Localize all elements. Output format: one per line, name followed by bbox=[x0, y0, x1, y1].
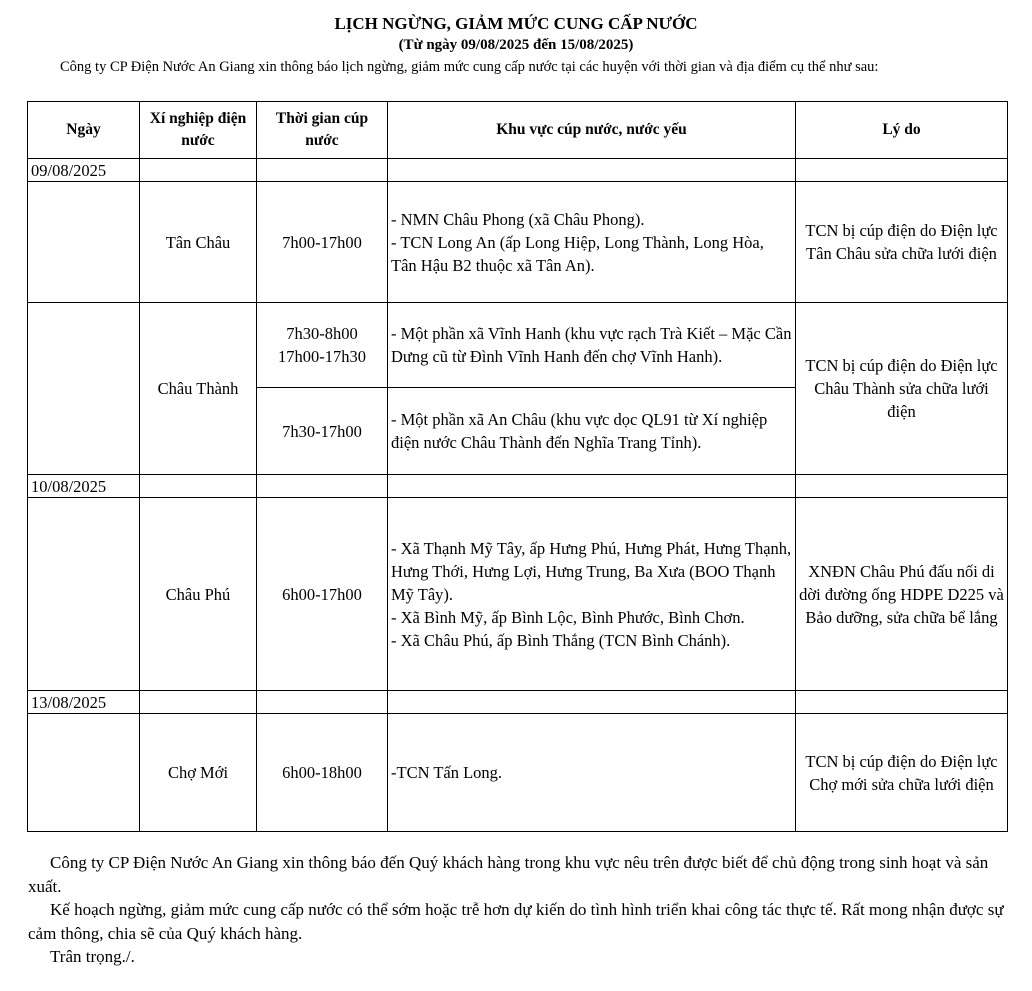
empty-cell bbox=[257, 159, 388, 182]
date-row bbox=[28, 691, 1008, 714]
empty-cell bbox=[796, 159, 1008, 182]
reason-line: Bảo dưỡng, sửa chữa bể lắng bbox=[805, 607, 998, 627]
empty-cell bbox=[388, 159, 796, 182]
closing-section bbox=[28, 851, 1008, 969]
empty-cell bbox=[388, 691, 796, 714]
table-row bbox=[28, 182, 1008, 303]
table-row bbox=[28, 714, 1008, 832]
header-date: Ngày bbox=[28, 102, 140, 159]
table-row bbox=[28, 498, 1008, 691]
reason-line: XNĐN Châu Phú đấu nối di dời đường ống HDPE D225 và bbox=[799, 561, 1004, 604]
header-area: Khu vực cúp nước, nước yếu bbox=[388, 102, 796, 159]
reason-cell: TCN bị cúp điện do Điện lực Châu Thành sửa chữa lưới điện bbox=[796, 303, 1008, 475]
intro-paragraph: Công ty CP Điện Nước An Giang xin thông báo lịch ngừng, giảm mức cung cấp nước tại các huyện với thời gian và địa điểm cụ thể như sau: bbox=[60, 59, 879, 75]
time-cell: 7h00-17h00 bbox=[257, 182, 388, 303]
empty-cell bbox=[257, 475, 388, 498]
closing-signoff: Trân trọng./. bbox=[50, 947, 135, 966]
date-cell: 09/08/2025 bbox=[28, 159, 140, 182]
area-line: - Xã Bình Mỹ, ấp Bình Lộc, Bình Phước, Bình Chơn. bbox=[391, 607, 745, 627]
area-line: - Xã Châu Phú, ấp Bình Thắng (TCN Bình Chánh). bbox=[391, 630, 731, 650]
empty-cell bbox=[796, 691, 1008, 714]
time-cell: 7h30-17h00 bbox=[257, 388, 388, 475]
date-row bbox=[28, 159, 1008, 182]
reason-cell: TCN bị cúp điện do Điện lực Chợ mới sửa chữa lưới điện bbox=[796, 714, 1008, 832]
reason-cell: TCN bị cúp điện do Điện lực Tân Châu sửa chữa lưới điện bbox=[796, 182, 1008, 303]
area-cell bbox=[388, 182, 796, 303]
empty-cell bbox=[28, 498, 140, 691]
table-header-row bbox=[28, 102, 1008, 159]
empty-cell bbox=[257, 691, 388, 714]
schedule-table bbox=[27, 101, 1008, 832]
area-line: - TCN Long An (ấp Long Hiệp, Long Thành, Long Hòa, Tân Hậu B2 thuộc xã Tân An). bbox=[391, 232, 764, 275]
header-enterprise: Xí nghiệp điện nước bbox=[140, 102, 257, 159]
area-cell: -TCN Tấn Long. bbox=[388, 714, 796, 832]
document-title: LỊCH NGỪNG, GIẢM MỨC CUNG CẤP NƯỚC bbox=[334, 14, 698, 33]
time-cell: 6h00-17h00 bbox=[257, 498, 388, 691]
empty-cell bbox=[28, 714, 140, 832]
enterprise-cell: Châu Phú bbox=[140, 498, 257, 691]
enterprise-cell: Châu Thành bbox=[140, 303, 257, 475]
empty-cell bbox=[140, 475, 257, 498]
date-row bbox=[28, 475, 1008, 498]
table-row bbox=[28, 303, 1008, 388]
area-line: - Xã Thạnh Mỹ Tây, ấp Hưng Phú, Hưng Phát, Hưng Thạnh, Hưng Thới, Hưng Lợi, Hưng Trung, Ba Xưa (BOO Thạnh Mỹ Tây). bbox=[391, 538, 792, 604]
time-cell: 6h00-18h00 bbox=[257, 714, 388, 832]
date-cell: 13/08/2025 bbox=[28, 691, 140, 714]
empty-cell bbox=[140, 691, 257, 714]
closing-paragraph-1: Công ty CP Điện Nước An Giang xin thông báo đến Quý khách hàng trong khu vực nêu trên được biết để chủ động trong sinh hoạt và sản xuất. bbox=[28, 853, 989, 896]
time-line: 7h30-8h00 bbox=[286, 324, 358, 343]
enterprise-cell: Chợ Mới bbox=[140, 714, 257, 832]
area-cell: - Một phần xã Vĩnh Hanh (khu vực rạch Trà Kiết – Mặc Cần Dưng cũ từ Đình Vĩnh Hanh đến chợ Vĩnh Hanh). bbox=[388, 303, 796, 388]
empty-cell bbox=[28, 303, 140, 475]
time-cell bbox=[257, 303, 388, 388]
empty-cell bbox=[388, 475, 796, 498]
header-reason: Lý do bbox=[796, 102, 1008, 159]
empty-cell bbox=[796, 475, 1008, 498]
reason-cell bbox=[796, 498, 1008, 691]
date-cell: 10/08/2025 bbox=[28, 475, 140, 498]
empty-cell bbox=[140, 159, 257, 182]
area-line: - NMN Châu Phong (xã Châu Phong). bbox=[391, 209, 645, 229]
time-line: 17h00-17h30 bbox=[278, 347, 366, 366]
header-time: Thời gian cúp nước bbox=[257, 102, 388, 159]
area-cell bbox=[388, 498, 796, 691]
closing-paragraph-2: Kế hoạch ngừng, giảm mức cung cấp nước có thể sớm hoặc trễ hơn dự kiến do tình hình triển khai công tác thực tế. Rất mong nhận được sự cảm thông, chia sẽ của Quý khách hàng. bbox=[28, 900, 1004, 943]
area-cell: - Một phần xã An Châu (khu vực dọc QL91 từ Xí nghiệp điện nước Châu Thành đến Nghĩa Trang Tỉnh). bbox=[388, 388, 796, 475]
empty-cell bbox=[28, 182, 140, 303]
document-subtitle: (Từ ngày 09/08/2025 đến 15/08/2025) bbox=[398, 37, 634, 53]
enterprise-cell: Tân Châu bbox=[140, 182, 257, 303]
